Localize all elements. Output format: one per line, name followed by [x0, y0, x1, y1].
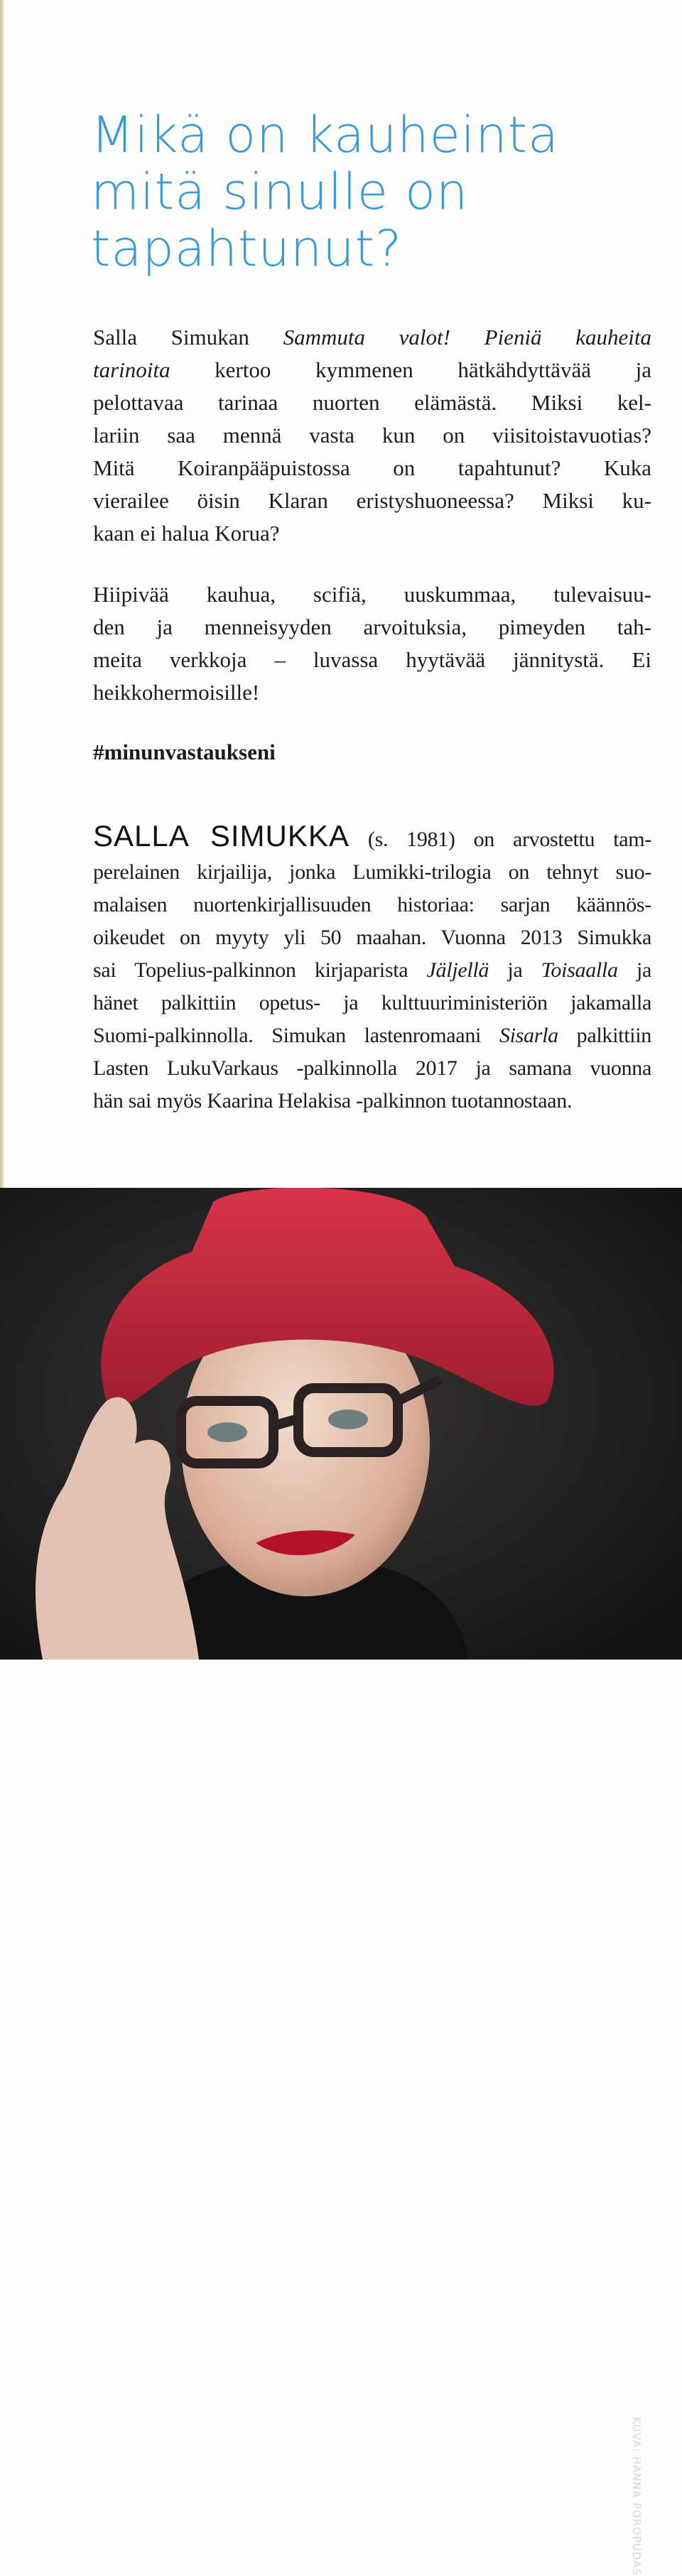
text-segment: sai Topelius-palkinnon kirjaparista [93, 958, 427, 982]
text-line [93, 321, 651, 354]
text-line [93, 889, 651, 921]
text-segment: den ja menneisyyden arvoituksia, pimeyden tah- [93, 615, 651, 639]
book-title-italic: Toisaalla [541, 958, 618, 982]
text-segment: malaisen nuortenkirjallisuuden historiaa: sarjan käännös- [93, 893, 651, 916]
headline-line: Mikä on kauheinta [91, 106, 559, 164]
text-segment: kaan ei halua Korua? [93, 521, 280, 546]
text-segment: ja [489, 958, 541, 982]
headline-line: tapahtunut? [91, 220, 403, 278]
text-segment: meita verkkoja – luvassa hyytävää jännitystä. Ei [93, 647, 651, 672]
text-segment: palkittiin [558, 1024, 652, 1047]
text-line [93, 578, 651, 611]
text-segment: heikkohermoisille! [93, 680, 260, 705]
text-segment: ja [617, 958, 652, 982]
text-line [93, 954, 651, 987]
text-segment: Hiipivää kauhua, scifiä, uuskummaa, tulevaisuu- [93, 582, 651, 607]
book-blurb [93, 321, 651, 737]
text-segment: hän sai myös Kaarina Helakisa -palkinnon tuotannostaan. [93, 1089, 573, 1113]
text-line [93, 354, 651, 386]
headline [91, 107, 559, 277]
text-line [93, 452, 651, 485]
text-segment: perelainen kirjailija, jonka Lumikki-trilogia on tehnyt suo- [93, 860, 651, 884]
text-segment: Suomi-palkinnolla. Simukan lastenromaani [93, 1024, 499, 1047]
text-line [93, 419, 651, 452]
text-segment: lariin saa mennä vasta kun on viisitoistavuotias? [93, 423, 651, 448]
text-line [93, 856, 651, 889]
text-line [93, 386, 651, 419]
blurb-paragraph [93, 578, 651, 709]
left-eye [207, 1422, 247, 1442]
text-line [93, 1052, 651, 1085]
text-segment: vierailee öisin Klaran eristyshuoneessa? Miksi ku- [93, 488, 651, 513]
text-segment: (s. 1981) on arvostettu tam- [349, 828, 651, 851]
book-title-italic: Jäljellä [426, 958, 489, 982]
book-title-italic: Sammuta valot! Pieniä kauheita [283, 325, 651, 350]
headline-line: mitä sinulle on [91, 163, 469, 221]
text-segment: Lasten LukuVarkaus -palkinnolla 2017 ja samana vuonna [93, 1056, 651, 1080]
book-title-italic: Sisarla [499, 1024, 558, 1047]
text-line [93, 1085, 651, 1117]
text-line [93, 921, 651, 954]
text-line [93, 676, 651, 709]
right-eye [328, 1409, 368, 1429]
text-segment: pelottavaa tarinaa nuorten elämästä. Miksi kel- [93, 390, 651, 415]
hashtag: #minunvastaukseni [93, 740, 276, 764]
text-line [93, 644, 651, 676]
author-name: SALLA SIMUKKA [93, 819, 350, 853]
text-segment: Salla Simukan [93, 325, 283, 350]
text-segment: Mitä Koiranpääpuistossa on tapahtunut? Kuka [93, 455, 651, 480]
text-line [93, 987, 651, 1019]
author-bio [93, 820, 651, 1117]
author-photo [0, 1188, 682, 2576]
photo-credit: KUVA: HANNA POROPUDAS [630, 2417, 643, 2576]
book-title-italic: tarinoita [93, 357, 170, 382]
scan-edge [0, 0, 4, 1188]
text-segment: oikeudet on myyty yli 50 maahan. Vuonna 2013 Simukka [93, 926, 651, 949]
text-line [93, 820, 651, 856]
text-segment: kertoo kymmenen hätkähdyttävää ja [170, 357, 651, 382]
text-line [93, 611, 651, 644]
text-line [93, 1019, 651, 1052]
text-line [93, 485, 651, 517]
text-segment: hänet palkittiin opetus- ja kulttuuriministeriön jakamalla [93, 991, 651, 1014]
text-line [93, 517, 651, 550]
blurb-paragraph [93, 321, 651, 550]
